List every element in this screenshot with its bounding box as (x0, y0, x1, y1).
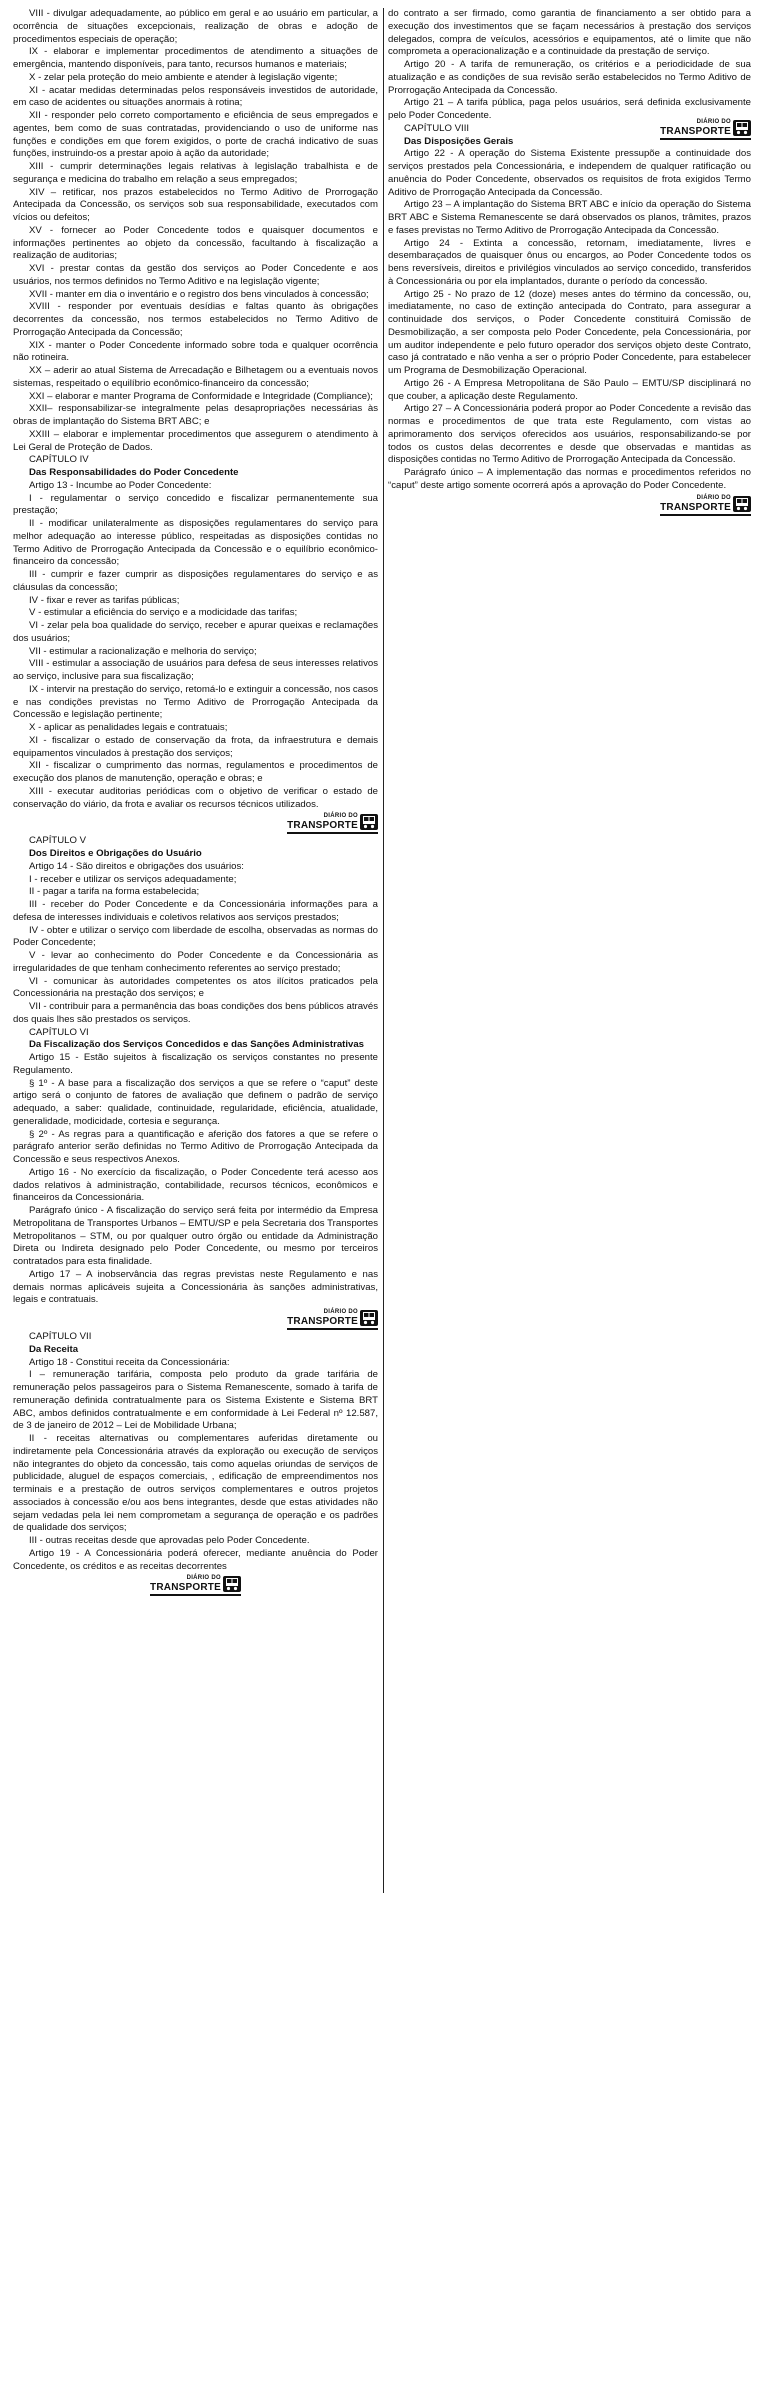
logo-small-text: DIÁRIO DO (186, 1575, 221, 1582)
chapter-title: Das Responsabilidades do Poder Concedente (29, 467, 239, 478)
paragraph: IX - intervir na prestação do serviço, retomá-lo e extinguir a concessão, nos casos e nas condições previstas no Termo Aditivo de Prorrogação Antecipada da Concessão e legislação pertinente; (13, 683, 378, 721)
logo-small-text: DIÁRIO DO (696, 118, 731, 125)
logo-big-text: TRANSPORTE (660, 125, 731, 137)
logo-small-text: DIÁRIO DO (323, 813, 358, 820)
article: Artigo 18 - Constitui receita da Concessionária: (29, 1356, 230, 1368)
article: Artigo 24 - Extinta a concessão, retornam, imediatamente, livres e desembaraçados de quaisquer ônus ou encargos, ao Poder Concedente todos os bens reversíveis, direitos e privilégios vinculados ao serviço concedido, transferidos à Concessionária ou por ela implantados, durante o período da concessão. (388, 237, 751, 287)
left-column (13, 8, 378, 1597)
chapter-heading: CAPÍTULO VIII (404, 122, 470, 134)
paragraph: III - outras receitas desde que aprovadas pelo Poder Concedente. (29, 1535, 310, 1546)
paragraph: IX - elaborar e implementar procedimentos de atendimento a situações de emergência, mantendo disponíveis, para tanto, recursos humanos e materiais; (13, 46, 378, 70)
bus-icon (360, 814, 378, 830)
article: Artigo 25 - No prazo de 12 (doze) meses antes do término da concessão, ou, imediatamente, no caso de extinção antecipada do Contrato, para assegurar a continuidade dos serviços, o Poder Concedente constituirá Comissão de Desmobilização, a ser composta pelo Poder Concedente, pela Concessionária, por um auditor independente e pelo futuro operador dos serviços objeto deste Contrato, caso já contratado e não venha a ser o próprio Poder Concedente, para estabelecer um Programa de Desmobilização Operacional. (388, 288, 751, 376)
logo-big-text: TRANSPORTE (287, 1316, 358, 1327)
paragraph: XIV – retificar, nos prazos estabelecidos no Termo Aditivo de Prorrogação Antecipada da Concessão, os serviços sob sua responsabilidade, executados com vícios ou defeitos; (13, 186, 378, 223)
paragraph: XXI – elaborar e manter Programa de Conformidade e Integridade (Compliance); (29, 390, 373, 402)
chapter-title: Dos Direitos e Obrigações do Usuário (29, 848, 202, 859)
chapter-title: Da Receita (29, 1343, 79, 1355)
paragraph: II - pagar a tarifa na forma estabelecida; (29, 886, 200, 898)
paragraph: X - aplicar as penalidades legais e contratuais; (29, 722, 228, 733)
paragraph: II - receitas alternativas ou complementares auferidas diretamente ou indiretamente pela Concessionária através da exploração ou execução de serviços não integrantes do objeto da concessão, tais como aquelas oriundas de serviços de publicidade, aluguel de espaços comerciais, , edificação de empreendimentos nos terminais e a prestação de outros serviços complementares e outros projetos associados à concessão e/ou aos bens integrantes, desde que estas atividades não sejam vedadas pela lei nem comprometam a segurança de operação e os padrões de qualidade dos serviços; (13, 1433, 378, 1534)
paragraph: I – remuneração tarifária, composta pelo produto da grade tarifária de remuneração pelos passageiros para o Sistema Remanescente, somado à tarifa de remuneração definida contratualmente para os Sistema Existente e Sistema BRT ABC, ambos definidos contratualmente e em conformidade à Lei Federal nº 12.587, de 3 de janeiro de 2012 – Lei de Mobilidade Urbana; (13, 1369, 378, 1432)
paragraph: XII - responder pelo correto comportamento e eficiência de seus empregados e agentes, bem como de suas contratadas, providenciando o uso de uniforme nas funções e condições em que forem exigidos, o porte de crachá indicativo de suas funções, instruindo-os a prestar apoio à ação da autoridade; (13, 110, 378, 160)
logo-big-text: TRANSPORTE (150, 1582, 221, 1594)
paragraph: VIII - divulgar adequadamente, ao público em geral e ao usuário em particular, a ocorrência de situações excepcionais, realização de obras e adoção de procedimentos especiais de operação; (13, 8, 378, 45)
paragraph: VI - comunicar às autoridades competentes os atos ilícitos praticados pela Concessionária na prestação dos serviços; e (13, 975, 378, 1000)
paragraph: XIX - manter o Poder Concedente informado sobre toda e qualquer ocorrência não rotineira. (13, 339, 378, 364)
article: Artigo 26 - A Empresa Metropolitana de São Paulo – EMTU/SP disciplinará no que couber, a aplicação deste Regulamento. (388, 377, 751, 402)
bus-icon (223, 1576, 241, 1592)
paragraph: I - regulamentar o serviço concedido e fiscalizar permanentemente sua prestação; (13, 492, 378, 517)
chapter-heading: CAPÍTULO VI (29, 1026, 89, 1038)
chapter-title: Das Disposições Gerais (404, 135, 514, 147)
paragraph: Parágrafo único – A implementação das normas e procedimentos referidos no “caput” deste artigo somente ocorrerá após a aprovação do Poder Concedente. (388, 467, 751, 491)
chapter-title: Da Fiscalização dos Serviços Concedidos e das Sanções Administrativas (29, 1039, 365, 1051)
diario-do-transporte-logo (13, 1575, 378, 1596)
paragraph: XI - fiscalizar o estado de conservação da frota, da infraestrutura e demais equipamentos vinculados à prestação dos serviços; (13, 734, 378, 759)
paragraph: do contrato a ser firmado, como garantia de financiamento a ser obtido para a execução dos investimentos que se façam necessários à prestação dos serviços delegados, compra de veículos, acessórios e equipamentos, até o limite que não comprometa a operacionalização e a continuidade da prestação de serviço. (388, 8, 751, 58)
diario-do-transporte-logo (13, 1309, 378, 1330)
paragraph: XXII– responsabilizar-se integralmente pelas desapropriações necessárias às obras de implantação do Sistema BRT ABC; e (13, 403, 378, 427)
paragraph: XXIII – elaborar e implementar procedimentos que assegurem o atendimento à Lei Geral de Proteção de Dados. (13, 428, 378, 453)
bus-icon (360, 1310, 378, 1326)
paragraph: VII - estimular a racionalização e melhoria do serviço; (29, 645, 257, 657)
article: Artigo 14 - São direitos e obrigações dos usuários: (29, 860, 244, 872)
paragraph: IV - obter e utilizar o serviço com liberdade de escolha, observadas as normas do Poder Concedente; (13, 924, 378, 949)
bus-icon (733, 496, 751, 512)
article: Artigo 19 - A Concessionária poderá oferecer, mediante anuência do Poder Concedente, os créditos e as receitas decorrentes (13, 1547, 378, 1572)
bus-icon (733, 120, 751, 136)
paragraph: X - zelar pela proteção do meio ambiente e atender à legislação vigente; (29, 71, 338, 83)
article: Artigo 20 - A tarifa de remuneração, os critérios e a periodicidade de sua atualização e as condições de sua revisão serão estabelecidos no Termo Aditivo de Prorrogação Antecipada da Concessão. (388, 59, 751, 96)
paragraph: XVII - manter em dia o inventário e o registro dos bens vinculados à concessão; (29, 288, 369, 300)
article: Artigo 21 – A tarifa pública, paga pelos usuários, será definida exclusivamente pelo Poder Concedente. (388, 97, 751, 121)
column-divider (383, 8, 384, 1893)
paragraph: III - receber do Poder Concedente e da Concessionária informações para a defesa de interesses individuais e coletivos relativos aos serviços prestados; (13, 899, 378, 923)
paragraph: § 2º - As regras para a quantificação e aferição dos fatores a que se refere o parágrafo anterior serão definidas no Termo Aditivo de Prorrogação Antecipada da Concessão e seus respectivos Anexos. (13, 1128, 378, 1165)
article: Artigo 23 – A implantação do Sistema BRT ABC e início da operação do Sistema BRT ABC e Sistema Remanescente se dará observados os planos, trâmites, prazos e fases previstas no Termo Aditivo de Prorrogação Antecipada da Concessão. (388, 199, 751, 236)
chapter-heading: CAPÍTULO VII (29, 1331, 92, 1342)
article: Artigo 13 - Incumbe ao Poder Concedente: (29, 479, 212, 491)
right-column (388, 8, 751, 517)
diario-do-transporte-logo (660, 119, 751, 140)
paragraph: V - estimular a eficiência do serviço e a modicidade das tarifas; (29, 607, 298, 619)
paragraph: XVIII - responder por eventuais desídias e faltas quanto às obrigações decorrentes da concessão, nos termos estabelecidos no Termo Aditivo de Prorrogação Antecipada da Concessão; (13, 301, 378, 338)
diario-do-transporte-logo (13, 813, 378, 834)
logo-big-text: TRANSPORTE (287, 820, 358, 832)
chapter-heading: CAPÍTULO V (29, 835, 87, 847)
paragraph: § 1º - A base para a fiscalização dos serviços a que se refere o “caput” deste artigo será o conjunto de fatores de avaliação que definem o padrão de serviço adequado, a saber: qualidade, continuidade, regularidade, eficiência, atualidade, generalidade, modicidade, cortesia e segurança. (13, 1077, 378, 1127)
logo-big-text: TRANSPORTE (660, 501, 731, 513)
paragraph: XI - acatar medidas determinadas pelos responsáveis investidos de autoridade, em caso de acidentes ou situações anormais à rotina; (13, 84, 378, 109)
paragraph: XVI - prestar contas da gestão dos serviços ao Poder Concedente e aos usuários, nos termos definidos no Termo Aditivo e na legislação vigente; (13, 263, 378, 287)
article: Artigo 22 - A operação do Sistema Existente pressupõe a continuidade dos serviços prestados pela Concessionária, e independem de qualquer ratificação ou anuência do Poder Concedente, observados os requisitos de frota exigidos Termo Aditivo de Prorrogação Antecipada da Concessão. (388, 148, 751, 198)
paragraph: VI - zelar pela boa qualidade do serviço, receber e apurar queixas e reclamações dos usuários; (13, 620, 378, 644)
logo-small-text: DIÁRIO DO (696, 494, 731, 501)
paragraph: IV - fixar e rever as tarifas públicas; (29, 594, 180, 606)
chapter-heading: CAPÍTULO IV (29, 454, 89, 466)
paragraph: III - cumprir e fazer cumprir as disposições regulamentares do serviço e as cláusulas da concessão; (13, 569, 378, 593)
paragraph: XX – aderir ao atual Sistema de Arrecadação e Bilhetagem ou a eventuais novos sistemas, respeitado o equilíbrio econômico-financeiro da concessão; (13, 365, 378, 389)
article: Artigo 27 – A Concessionária poderá propor ao Poder Concedente a revisão das normas e procedimentos de que trata este Regulamento, com vistas ao aprimoramento dos serviços oferecidos aos usuários, responsabilizando-se por todos os custos delas decorrentes e desde que observadas e mantidas as disposições contidas no Termo Aditivo de Prorrogação Antecipada da Concessão. (388, 403, 751, 466)
paragraph: XII - fiscalizar o cumprimento das normas, regulamentos e procedimentos de execução dos planos de manutenção, operação e obras; e (13, 760, 378, 784)
paragraph: VII - contribuir para a permanência das boas condições dos bens públicos através dos quais lhes são prestados os serviços. (13, 1001, 378, 1025)
paragraph: XIII - executar auditorias periódicas com o objetivo de verificar o estado de conservação do viário, da frota e avaliar os recursos técnicos utilizados. (13, 785, 378, 810)
paragraph: V - levar ao conhecimento do Poder Concedente e da Concessionária as irregularidades de que tenham conhecimento referentes ao serviço prestado; (13, 950, 378, 974)
paragraph: II - modificar unilateralmente as disposições regulamentares do serviço para melhor adequação ao interesse público, respeitadas as disposições contidas no Termo Aditivo de Prorrogação Antecipada da Concessão e o equilíbrio econômico-financeiro da concessão; (13, 518, 378, 568)
paragraph: XIII - cumprir determinações legais relativas à legislação trabalhista e de segurança e medicina do trabalho em relação a seus empregados; (13, 161, 378, 185)
diario-do-transporte-logo (388, 495, 751, 516)
paragraph: XV - fornecer ao Poder Concedente todos e quaisquer documentos e informações pertinentes ao objeto da concessão, facultando à fiscalização a realização de auditorias; (13, 224, 378, 262)
article: Artigo 17 – A inobservância das regras previstas neste Regulamento e nas demais normas aplicáveis sujeita a Concessionária às sanções administrativas, legais e contratuais. (13, 1268, 378, 1306)
logo-small-text: DIÁRIO DO (323, 1309, 358, 1315)
article: Artigo 15 - Estão sujeitos à fiscalização os serviços constantes no presente Regulamento. (13, 1052, 378, 1076)
paragraph: VIII - estimular a associação de usuários para defesa de seus interesses relativos ao serviço, inclusive para sua fiscalização; (13, 658, 378, 682)
paragraph: Parágrafo único - A fiscalização do serviço será feita por intermédio da Empresa Metropolitana de Transportes Urbanos – EMTU/SP e pela Secretaria dos Transportes Metropolitanos – STM, ou por qualquer outro órgão ou entidade da Administração Direta ou Indireta designado pelo Poder Concedente, ou mesmo por terceiros contratados para esta finalidade. (13, 1205, 378, 1267)
article: Artigo 16 - No exercício da fiscalização, o Poder Concedente terá acesso aos dados relativos à administração, contabilidade, recursos técnicos, econômicos e financeiros da Concessionária. (13, 1166, 378, 1204)
paragraph: I - receber e utilizar os serviços adequadamente; (29, 873, 237, 885)
